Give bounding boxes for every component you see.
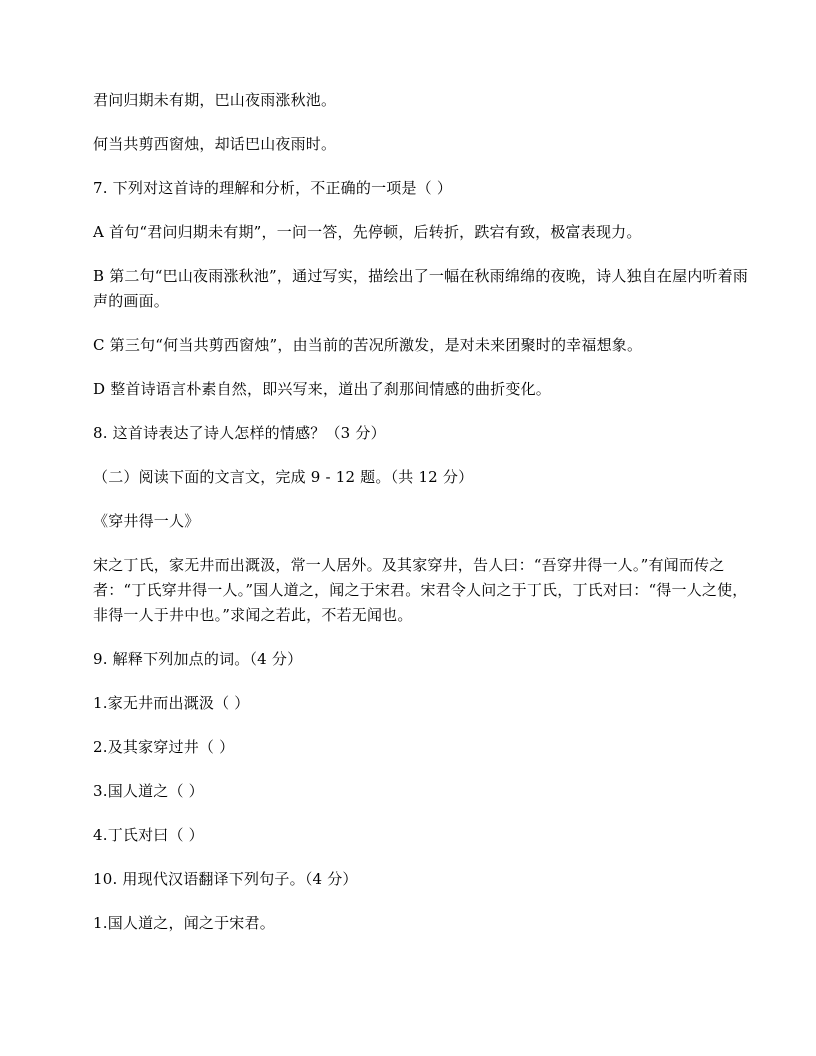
question-9: 9. 解释下列加点的词。（4 分） [93,650,303,668]
question-9-item-4: 4.丁氏对曰（ ） [93,826,204,844]
poem-line-2: 何当共剪西窗烛，却话巴山夜雨时。 [93,135,337,153]
option-c: C 第三句“何当共剪西窗烛”，由当前的苦况所激发，是对未来团聚时的幸福想象。 [93,336,643,354]
question-9-item-2: 2.及其家穿过井（ ） [93,738,235,756]
passage-title: 《穿井得一人》 [93,512,200,530]
passage-text: 宋之丁氏，家无井而出溉汲，常一人居外。及其家穿井，告人曰：“吾穿井得一人。”有闻而传之者：“丁氏穿井得一人。”国人道之，闻之于宋君。宋君令人问之于丁氏，丁氏对曰：“得一人之使，非得一人于井中也。”求闻之若此，不若无闻也。 [93,556,748,624]
section-heading: （二）阅读下面的文言文，完成 9 - 12 题。（共 12 分） [93,468,474,486]
question-10: 10. 用现代汉语翻译下列句子。（4 分） [93,870,358,888]
option-a: A 首句“君问归期未有期”，一问一答，先停顿，后转折，跌宕有致，极富表现力。 [93,223,642,241]
option-d: D 整首诗语言朴素自然，即兴写来，道出了刹那间情感的曲折变化。 [93,380,551,398]
question-8: 8. 这首诗表达了诗人怎样的情感？（3 分） [93,424,386,442]
option-b: B 第二句“巴山夜雨涨秋池”，通过写实，描绘出了一幅在秋雨绵绵的夜晚，诗人独自在屋内听着雨声的画面。 [93,267,749,310]
question-9-item-1: 1.家无井而出溉汲（ ） [93,694,250,712]
poem-line-1: 君问归期未有期，巴山夜雨涨秋池。 [93,91,337,109]
question-7: 7. 下列对这首诗的理解和分析，不正确的一项是（ ） [93,179,453,197]
question-9-item-3: 3.国人道之（ ） [93,782,204,800]
question-10-item-1: 1.国人道之，闻之于宋君。 [93,914,275,932]
